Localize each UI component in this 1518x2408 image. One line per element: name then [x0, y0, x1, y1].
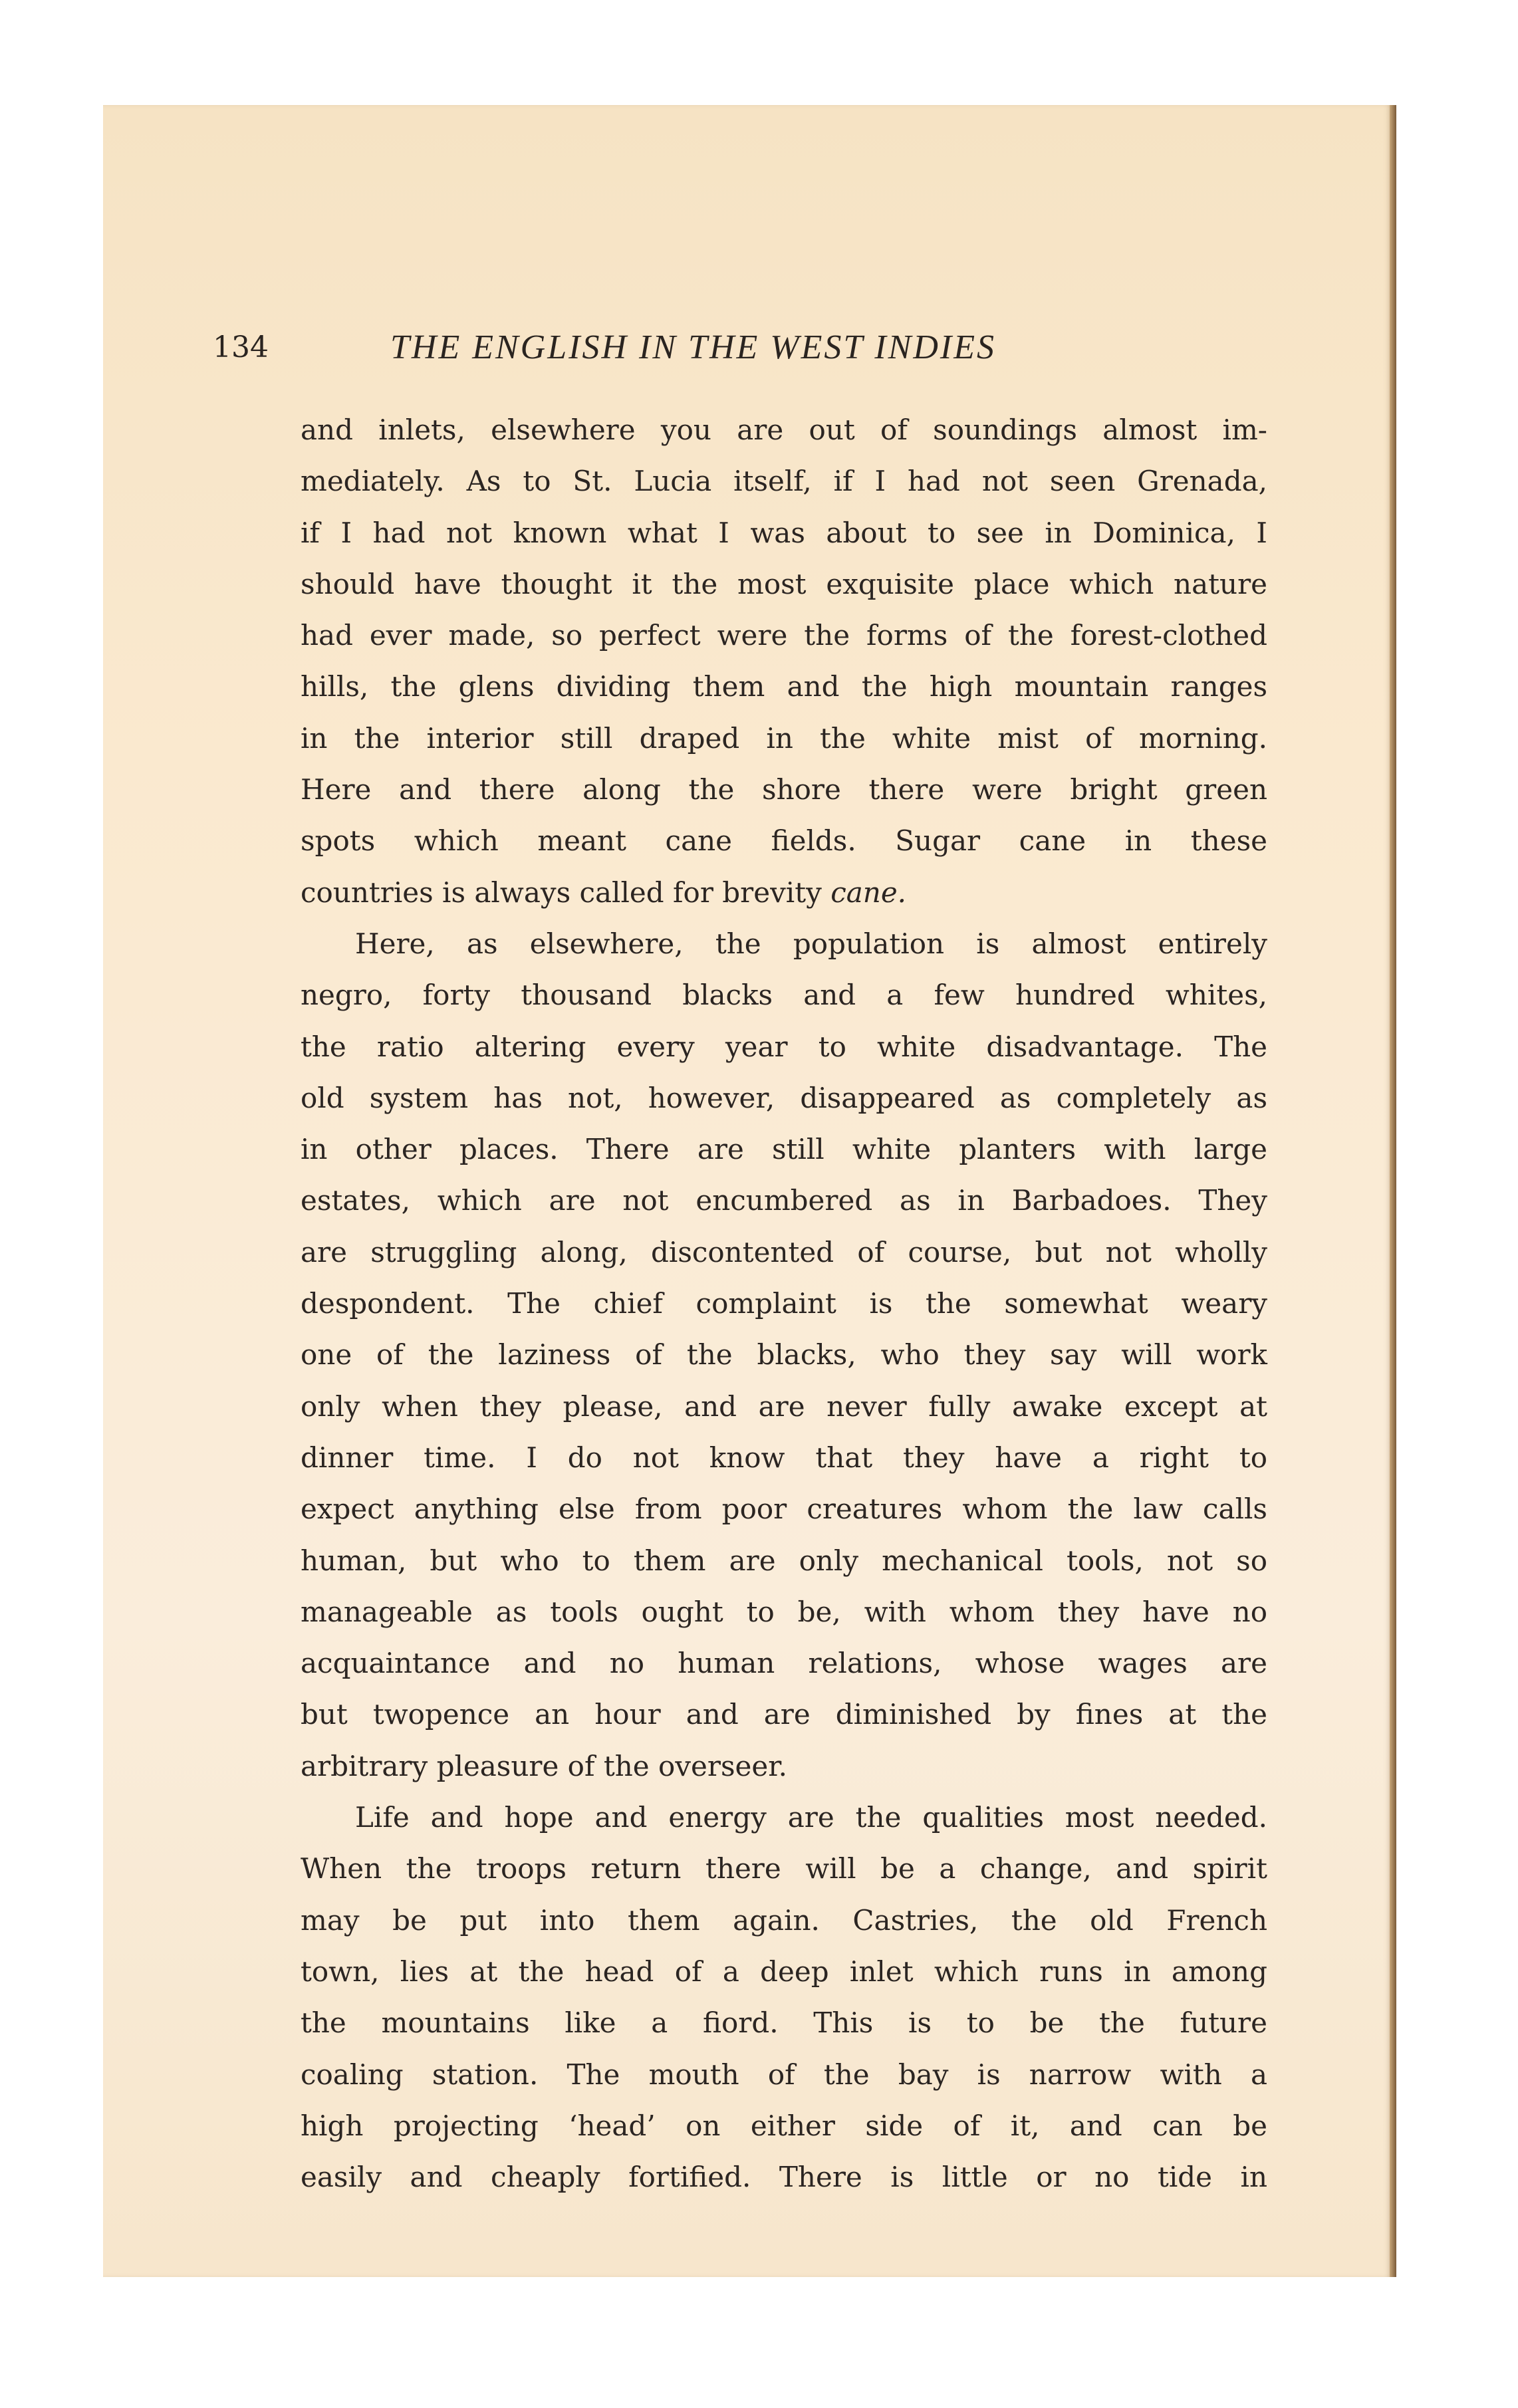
paragraph — [301, 404, 1267, 918]
page-edge-shadow — [1390, 105, 1396, 2277]
page-header — [103, 328, 1396, 374]
italic-word: cane. — [830, 876, 907, 909]
paragraph — [301, 918, 1267, 1792]
text-line: old system has not, however, disappeared as completely as — [301, 1081, 1267, 1114]
text-line: but twopence an hour and are diminished by fines at the — [301, 1698, 1267, 1731]
text-line: human, but who to them are only mechanical tools, not so — [301, 1544, 1267, 1577]
text-line: When the troops return there will be a change, and spirit — [301, 1852, 1267, 1885]
text-line: easily and cheaply fortified. There is little or no tide in — [301, 2161, 1267, 2194]
text-line: may be put into them again. Castries, the old French — [301, 1903, 1267, 1937]
text-line: Life and hope and energy are the qualities most needed. — [355, 1801, 1267, 1834]
text-line: hills, the glens dividing them and the high mountain ranges — [301, 670, 1267, 703]
text-line: if I had not known what I was about to see in Dominica, I — [301, 516, 1267, 549]
text-line: had ever made, so perfect were the forms of the forest-clothed — [301, 619, 1267, 652]
text-line: town, lies at the head of a deep inlet which runs in among — [301, 1955, 1267, 1988]
page-body — [301, 404, 1267, 2203]
text-line: acquaintance and no human relations, whose wages are — [301, 1647, 1267, 1680]
text-line: the mountains like a fiord. This is to be the future — [301, 2006, 1267, 2040]
text-line: should have thought it the most exquisite place which nature — [301, 567, 1267, 600]
page-number: 134 — [213, 330, 269, 364]
text-line: and inlets, elsewhere you are out of soundings almost im- — [301, 414, 1267, 446]
paragraph — [301, 1792, 1267, 2203]
text-line: spots which meant cane fields. Sugar cane in these — [301, 824, 1267, 858]
text-line: the ratio altering every year to white disadvantage. The — [301, 1030, 1267, 1063]
text-line: dinner time. I do not know that they have a right to — [301, 1441, 1267, 1474]
text-line: coaling station. The mouth of the bay is narrow with a — [301, 2058, 1267, 2091]
text-line: high projecting ‘head’ on either side of it, and can be — [301, 2109, 1267, 2142]
text-line: in other places. There are still white planters with large — [301, 1133, 1267, 1166]
text-line: in the interior still draped in the white mist of morning. — [301, 721, 1267, 755]
text-line: negro, forty thousand blacks and a few hundred whites, — [301, 979, 1267, 1012]
text-line: mediately. As to St. Lucia itself, if I had not seen Grenada, — [301, 465, 1267, 498]
text-line: arbitrary pleasure of the overseer. — [301, 1749, 788, 1782]
text-line: are struggling along, discontented of course, but not wholly — [301, 1235, 1267, 1268]
text-line: only when they please, and are never fully awake except at — [301, 1389, 1267, 1423]
text-line: Here and there along the shore there were bright green — [301, 773, 1267, 806]
running-title: THE ENGLISH IN THE WEST INDIES — [390, 328, 996, 366]
text-line: despondent. The chief complaint is the somewhat weary — [301, 1287, 1267, 1320]
text-line: manageable as tools ought to be, with whom they have no — [301, 1595, 1267, 1628]
text-line: countries is always called for brevity cane. — [301, 876, 907, 909]
text-line: Here, as elsewhere, the population is almost entirely — [355, 927, 1267, 960]
text-line: one of the laziness of the blacks, who they say will work — [301, 1338, 1267, 1372]
book-page — [103, 105, 1396, 2277]
text-line: estates, which are not encumbered as in Barbadoes. They — [301, 1184, 1267, 1217]
text-line: expect anything else from poor creatures whom the law calls — [301, 1493, 1267, 1526]
